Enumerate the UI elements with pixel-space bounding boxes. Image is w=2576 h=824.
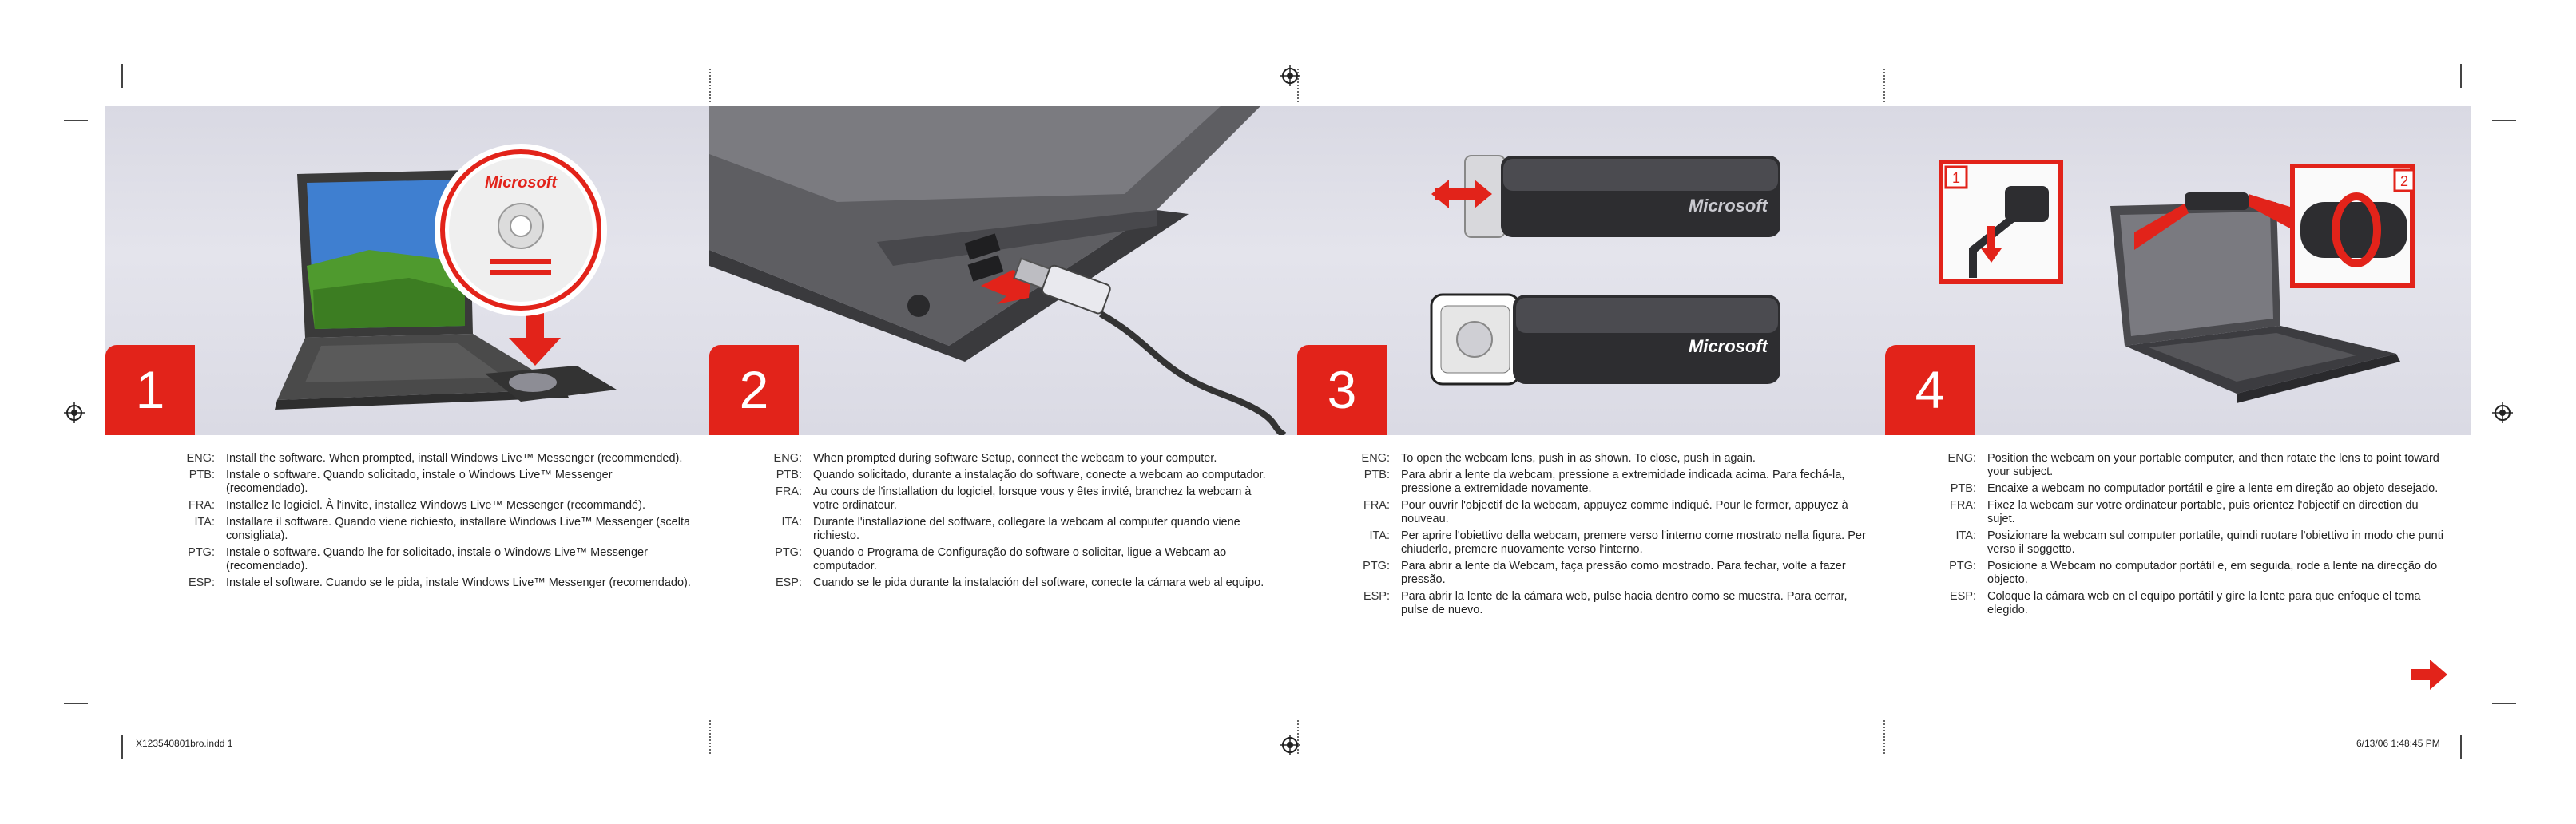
language-code: PTB:: [1363, 469, 1390, 481]
callout-1-label: 1: [1951, 170, 1961, 186]
instruction-row: [172, 469, 691, 496]
language-code: ESP:: [1949, 590, 1976, 603]
language-code: FRA:: [188, 499, 215, 512]
language-code: ESP:: [775, 576, 802, 589]
illustration-step-1: [105, 106, 709, 435]
instruction-text: Para abrir a lente da webcam, pressione a extremidade indicada acima. Para fechá-la, pressione a extremidade novamente.: [1401, 469, 1845, 495]
instruction-row: [759, 469, 1278, 482]
instruction-row: [172, 452, 691, 465]
instruction-text: Per aprire l'obiettivo della webcam, premere verso l'interno come mostrato nella figura. Per chiuderlo, premere nuovamente verso l'interno.: [1401, 529, 1866, 556]
webcam-brand-label-bottom: Microsoft: [1689, 336, 1768, 356]
language-code: ENG:: [1361, 452, 1390, 465]
language-code: ESP:: [188, 576, 215, 589]
instruction-row: [759, 485, 1278, 513]
instruction-text: Quando o Programa de Configuração do software o solicitar, ligue a Webcam ao computador.: [813, 546, 1227, 572]
instruction-row: [172, 546, 691, 573]
instruction-row: [1933, 560, 2444, 587]
instructions-step-4: [1933, 452, 2444, 620]
next-page-arrow-icon[interactable]: [2411, 660, 2447, 694]
registration-mark-icon: [2492, 402, 2513, 423]
crop-mark: [64, 703, 88, 704]
language-code: FRA:: [1363, 499, 1390, 512]
instruction-text: Installez le logiciel. À l'invite, installez Windows Live™ Messenger (recommandé).: [226, 499, 645, 512]
language-code: ENG:: [186, 452, 215, 465]
instruction-text: Para abrir la lente de la cámara web, pulse hacia dentro como se muestra. Para cerrar, pulse de nuevo.: [1401, 590, 1848, 616]
instruction-row: [172, 576, 691, 590]
language-code: PTG:: [775, 546, 802, 559]
slug-filename: X123540801bro.indd 1: [136, 738, 233, 749]
instruction-row: [759, 516, 1278, 543]
instruction-row: [1933, 482, 2444, 496]
crop-mark: [121, 64, 123, 88]
instruction-row: [172, 516, 691, 543]
instruction-row: [1347, 499, 1866, 526]
step-number-1: 1: [105, 345, 195, 435]
instruction-text: Cuando se le pida durante la instalación del software, conecte la cámara web al equipo.: [813, 576, 1264, 589]
instruction-text: Pour ouvrir l'objectif de la webcam, appuyez comme indiqué. Pour le fermer, appuyez à nouveau.: [1401, 499, 1848, 525]
instruction-text: Instale o software. Quando lhe for solicitado, instale o Windows Live™ Messenger (recomendado).: [226, 546, 648, 572]
language-code: PTG:: [188, 546, 215, 559]
crop-mark: [64, 120, 88, 121]
instruction-row: [1933, 529, 2444, 557]
instruction-row: [1347, 590, 1866, 617]
instruction-row: [1933, 452, 2444, 479]
registration-mark-icon: [1280, 735, 1300, 755]
instruction-row: [1933, 499, 2444, 526]
language-code: ITA:: [1369, 529, 1390, 542]
fold-mark: [1883, 720, 1885, 754]
fold-mark: [1883, 69, 1885, 102]
instruction-row: [172, 499, 691, 513]
step-number-3: 3: [1297, 345, 1387, 435]
instruction-text: Para abrir a lente da Webcam, faça pressão como mostrado. Para fechar, volte a fazer pressão.: [1401, 560, 1846, 586]
instruction-text: Fixez la webcam sur votre ordinateur portable, puis orientez l'objectif en direction du sujet.: [1987, 499, 2419, 525]
crop-mark: [2460, 64, 2462, 88]
registration-mark-icon: [1280, 65, 1300, 86]
language-code: ENG:: [773, 452, 802, 465]
language-code: ENG:: [1947, 452, 1976, 465]
instruction-text: Au cours de l'installation du logiciel, lorsque vous y êtes invité, branchez la webcam à votre ordinateur.: [813, 485, 1252, 512]
language-code: PTB:: [189, 469, 215, 481]
language-code: PTG:: [1363, 560, 1390, 572]
crop-mark: [2492, 703, 2516, 704]
instruction-row: [1347, 529, 1866, 557]
language-code: PTG:: [1949, 560, 1976, 572]
instruction-text: Instale o software. Quando solicitado, instale o Windows Live™ Messenger (recomendado).: [226, 469, 613, 495]
instructions-step-1: [172, 452, 691, 593]
instruction-text: When prompted during software Setup, connect the webcam to your computer.: [813, 452, 1217, 465]
fold-mark: [709, 69, 711, 102]
instruction-row: [1347, 452, 1866, 465]
instruction-row: [759, 576, 1278, 590]
instruction-text: Instale el software. Cuando se le pida, instale Windows Live™ Messenger (recomendado).: [226, 576, 691, 589]
language-code: PTB:: [776, 469, 802, 481]
instruction-text: Installare il software. Quando viene richiesto, installare Windows Live™ Messenger (scelta consigliata).: [226, 516, 691, 542]
step-number-4: 4: [1885, 345, 1975, 435]
instruction-text: Install the software. When prompted, install Windows Live™ Messenger (recommended).: [226, 452, 683, 465]
instructions-step-3: [1347, 452, 1866, 620]
instruction-text: Encaixe a webcam no computador portátil e gire a lente em direção ao objeto desejado.: [1987, 482, 2439, 495]
instruction-text: To open the webcam lens, push in as shown. To close, push in again.: [1401, 452, 1756, 465]
instruction-row: [1347, 560, 1866, 587]
slug-timestamp: 6/13/06 1:48:45 PM: [2356, 738, 2440, 749]
crop-mark: [2460, 735, 2462, 759]
language-code: FRA:: [775, 485, 802, 498]
cd-brand-label: Microsoft: [485, 174, 557, 192]
language-code: FRA:: [1949, 499, 1976, 512]
fold-mark: [709, 720, 711, 754]
instructions-step-2: [759, 452, 1278, 593]
instruction-text: Posizionare la webcam sul computer portatile, quindi ruotare l'obiettivo in modo che punti verso il soggetto.: [1987, 529, 2443, 556]
crop-mark: [2492, 120, 2516, 121]
instruction-text: Durante l'installazione del software, collegare la webcam al computer quando viene richiesto.: [813, 516, 1240, 542]
language-code: PTB:: [1950, 482, 1976, 495]
registration-mark-icon: [64, 402, 85, 423]
language-code: ESP:: [1363, 590, 1390, 603]
callout-2-label: 2: [2399, 173, 2409, 189]
webcam-brand-label-top: Microsoft: [1689, 196, 1768, 216]
instruction-row: [1347, 469, 1866, 496]
language-code: ITA:: [1955, 529, 1976, 542]
language-code: ITA:: [194, 516, 215, 529]
instruction-text: Position the webcam on your portable computer, and then rotate the lens to point toward your subject.: [1987, 452, 2439, 478]
instruction-text: Coloque la cámara web en el equipo portátil y gire la lente para que enfoque el tema elegido.: [1987, 590, 2421, 616]
instruction-row: [759, 452, 1278, 465]
step-number-2: 2: [709, 345, 799, 435]
crop-mark: [121, 735, 123, 759]
instruction-text: Quando solicitado, durante a instalação do software, conecte a webcam ao computador.: [813, 469, 1266, 481]
instruction-row: [759, 546, 1278, 573]
instruction-text: Posicione a Webcam no computador portátil e, em seguida, rode a lente na direcção do objecto.: [1987, 560, 2438, 586]
instruction-row: [1933, 590, 2444, 617]
language-code: ITA:: [781, 516, 802, 529]
